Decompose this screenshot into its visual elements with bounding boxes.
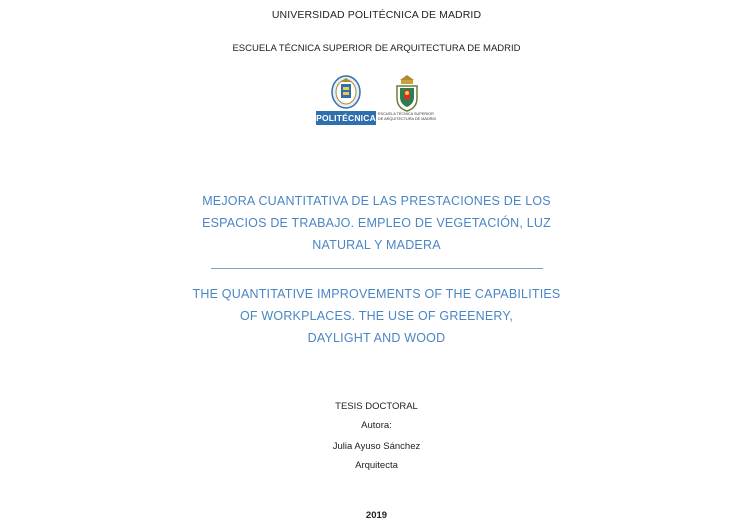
- title-en-line-3: DAYLIGHT AND WOOD: [307, 331, 446, 345]
- university-name: UNIVERSIDAD POLITÉCNICA DE MADRID: [271, 9, 482, 21]
- document-type: TESIS DOCTORAL: [335, 401, 418, 412]
- title-es-line-2: ESPACIOS DE TRABAJO. EMPLEO DE VEGETACIÓN, LUZ: [202, 216, 551, 230]
- upm-crest-icon: [330, 74, 362, 110]
- upm-logo-band: POLITÉCNICA: [316, 113, 376, 123]
- author-profession: Arquitecta: [355, 460, 398, 471]
- title-divider: [211, 268, 543, 269]
- thesis-title-spanish: [0, 190, 753, 256]
- author-name: Julia Ayuso Sánchez: [332, 441, 421, 452]
- school-name: ESCUELA TÉCNICA SUPERIOR DE ARQUITECTURA DE MADRID: [232, 43, 521, 54]
- etsam-crest-icon: [392, 74, 422, 112]
- etsam-logo-line-2: DE ARQUITECTURA DE MADRID: [378, 116, 437, 121]
- author-label: Autora:: [361, 420, 392, 431]
- publication-year: 2019: [365, 510, 388, 521]
- title-en-line-1: THE QUANTITATIVE IMPROVEMENTS OF THE CAPABILITIES: [192, 287, 561, 301]
- etsam-logo-text: [378, 112, 458, 121]
- etsam-logo-line-1: ESCUELA TÉCNICA SUPERIOR: [378, 112, 434, 116]
- logos-block: [316, 74, 446, 129]
- title-es-line-1: MEJORA CUANTITATIVA DE LAS PRESTACIONES DE LOS: [202, 194, 551, 208]
- thesis-title-english: [0, 283, 753, 349]
- title-en-line-2: OF WORKPLACES. THE USE OF GREENERY,: [239, 309, 514, 323]
- title-es-line-3: NATURAL Y MADERA: [312, 238, 441, 252]
